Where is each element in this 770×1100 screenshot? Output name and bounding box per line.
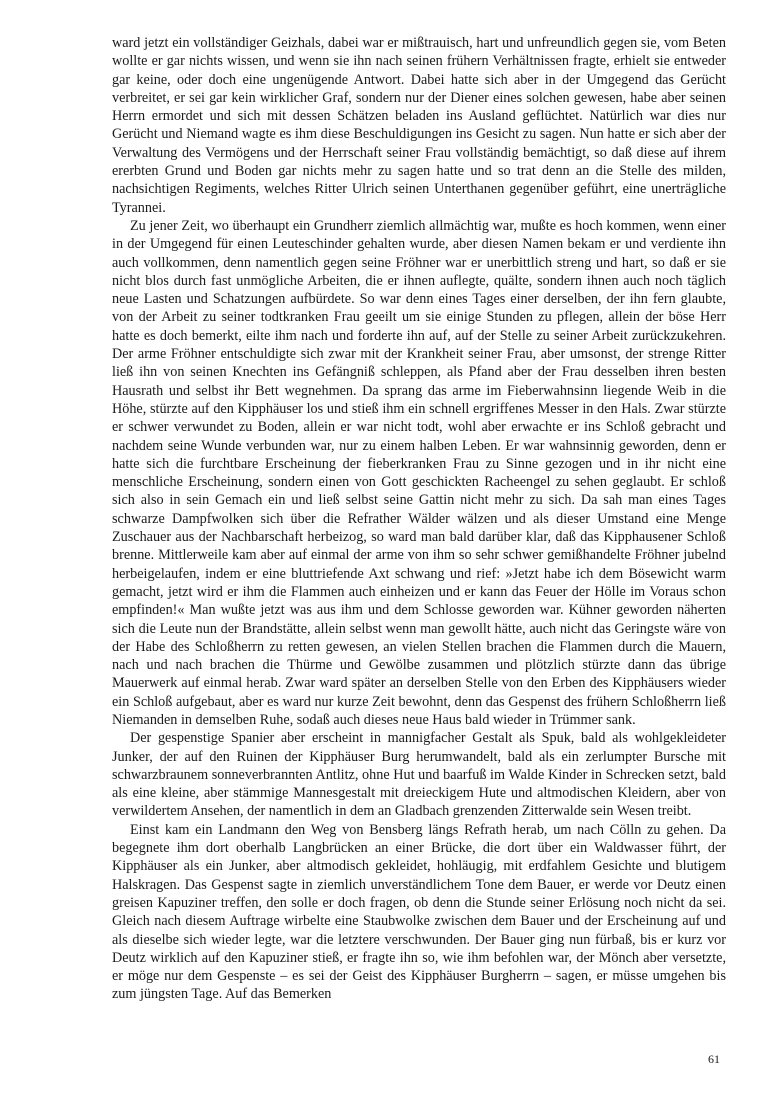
page-body: [112, 34, 726, 1004]
paragraph-2: Zu jener Zeit, wo überhaupt ein Grundherr ziemlich allmächtig war, mußte es hoch kommen, wenn einer in der Umgegend für einen Leuteschinder gehalten wurde, aber diesen Namen bekam er und verdiente ihn auch vollkommen, denn namentlich gegen seine Fröhner war er unerbittlich streng und hart, so daß er sie nicht blos durch fast unmögliche Arbeiten, die er ihnen auflegte, quälte, sondern ihnen auch noch täglich neue Lasten und Schatzungen aufbürdete. So war denn eines Tages einer derselben, der ihn fern glaubte, von der Arbeit zu seiner todtkranken Frau geeilt um sie einige Stunden zu pflegen, allein der böse Herr hatte es doch bemerkt, eilte ihm nach und forderte ihn auf, auf der Stelle zu seiner Arbeit zurückzukehren. Der arme Fröhner entschuldigte sich zwar mit der Krankheit seiner Frau, aber umsonst, der strenge Ritter ließ ihn von seinen Knechten ins Gefängniß schleppen, als Pfand aber der Frau desselben ihren besten Hausrath und selbst ihr Bett wegnehmen. Da sprang das arme im Fieberwahnsinn liegende Weib in die Höhe, stürzte auf den Kipphäuser los und stieß ihm ein schnell ergriffenes Messer in den Hals. Zwar stürzte er schwer verwundet zu Boden, allein er war nicht todt, wohl aber erwachte er ins Schloß gebracht und nachdem seine Wunde verbunden war, nur zu einem halben Leben. Er war wahnsinnig geworden, denn er hatte sich die furchtbare Erscheinung der fieberkranken Frau zu Sinne gezogen und in ihr nicht eine menschliche Erscheinung, sondern einen von Gott geschickten Racheengel zu sehen geglaubt. Er schloß sich also in sein Gemach ein und ließ selbst seine Gattin nicht mehr zu sich. Da sah man eines Tages schwarze Dampfwolken sich über die Refrather Wälder wälzen und als dieser Umstand eine Menge Zuschauer aus der Nachbarschaft herbeizog, so ward man bald darüber klar, daß das Kipphausener Schloß brenne. Mittlerweile kam aber auf einmal der arme von ihm so sehr schwer gemißhandelte Fröhner jubelnd herbeigelaufen, indem er eine bluttriefende Axt schwang und rief: »Jetzt habe ich dem Bösewicht warm gemacht, jetzt wird er ihm die Flammen auch einheizen und er kann das Feuer der Hölle im Voraus schon empfinden!« Man wußte jetzt was aus ihm und dem Schlosse geworden war. Kühner geworden näherten sich die Leute nun der Brandstätte, allein selbst wenn man gewollt hätte, auch nicht das Geringste wäre von der Habe des Schloßherrn zu retten gewesen, an vielen Stellen brachen die Flammen durch die Mauern, nach und nach brachen die Thürme und Gewölbe zusammen und plötzlich stürzte dann das übrige Mauerwerk auf einmal herab. Zwar ward später an derselben Stelle von den Erben des Kipphäusers wieder ein Schloß aufgebaut, aber es ward nur kurze Zeit bewohnt, denn das Gespenst des frühern Schloßherrn ließ Niemanden in demselben Ruhe, sodaß auch dieses neue Haus bald wieder in Trümmer sank.: [112, 217, 726, 728]
page-number: 61: [708, 1052, 720, 1066]
paragraph-4: Einst kam ein Landmann den Weg von Bensberg längs Refrath herab, um nach Cölln zu gehen. Da begegnete ihm dort oberhalb Langbrücken an einer Brücke, die dort über ein Waldwasser führt, der Kipphäuser als ein Junker, aber altmodisch gekleidet, hohläugig, mit erdfahlem Gesichte und blutigem Halskragen. Das Gespenst sagte in ziemlich unverständlichem Tone dem Bauer, er werde vor Deutz einen greisen Kapuziner treffen, den solle er doch fragen, ob denn die Stunde seiner Erlösung noch nicht da sei. Gleich nach diesem Auftrage wirbelte eine Staubwolke zwischen dem Bauer und der Erscheinung auf und als dieselbe sich wieder legte, war die letztere verschwunden. Der Bauer ging nun fürbaß, bis er kurz vor Deutz wirklich auf den Kapuziner stieß, er fragte ihn so, wie ihm befohlen war, der Mönch aber versetzte, er möge nur dem Gespenste – es sei der Geist des Kipphäuser Burgherrn – sagen, er müsse umgehen bis zum jüngsten Tage. Auf das Bemerken: [112, 821, 726, 1003]
paragraph-3: Der gespenstige Spanier aber erscheint in mannigfacher Gestalt als Spuk, bald als wohlgekleideter Junker, der auf den Ruinen der Kipphäuser Burg herumwandelt, bald als ein zerlumpter Bursche mit schwarzbraunem sonneverbrannten Antlitz, ohne Hut und baarfuß im Walde Kinder in Schrecken setzt, bald als eine kleine, aber stämmige Mannesgestalt mit dreieckigem Hute und altmodischen Kleidern, aber von verwildertem Ansehen, der namentlich in dem an Gladbach grenzenden Zitterwalde sein Wesen treibt.: [112, 730, 726, 820]
paragraph-1: ward jetzt ein vollständiger Geizhals, dabei war er mißtrauisch, hart und unfreundlich gegen sie, vom Beten wollte er gar nichts wissen, und wenn sie ihn nach seinen frühern Verhältnissen fragte, erhielt sie entweder gar keine, oder doch eine ungenügende Antwort. Dabei hatte sich aber in der Umgegend das Gerücht verbreitet, er sei gar kein wirklicher Graf, sondern nur der Diener eines solchen gewesen, habe aber seinen Herrn ermordet und sich mit dessen Schätzen beladen ins Ausland geflüchtet. Natürlich war dies nur Gerücht und Niemand wagte es ihm diese Beschuldigungen ins Gesicht zu sagen. Nun hatte er sich aber der Verwaltung des Vermögens und der Herrschaft seiner Frau vollständig bemächtigt, so daß diese auf ihrem ererbten Grund und Boden gar nichts mehr zu sagen hatte und so trat denn an die Stelle des milden, nachsichtigen Regiments, welches Ritter Ulrich seinen Unterthanen gegenüber geführt, eine unerträgliche Tyrannei.: [112, 35, 726, 216]
